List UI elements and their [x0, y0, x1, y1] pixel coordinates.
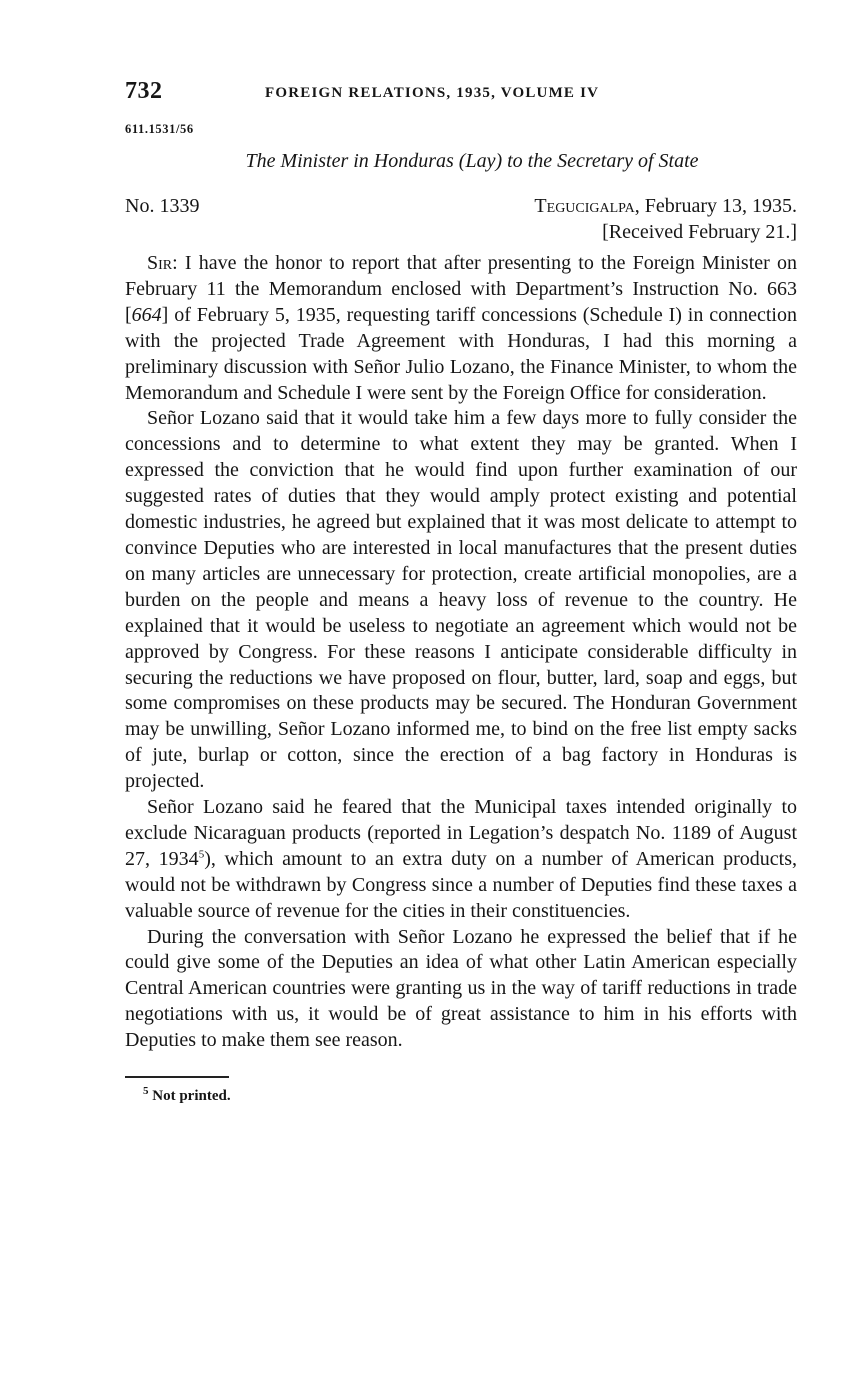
- dateline-row: [125, 195, 797, 221]
- document-heading: The Minister in Honduras (Lay) to the Secretary of State: [245, 150, 699, 172]
- file-number: 611.1531/56: [125, 122, 194, 136]
- document-page: [125, 78, 797, 1105]
- running-title: FOREIGN RELATIONS, 1935, VOLUME IV: [265, 85, 600, 101]
- dateline-date: February 13, 1935.: [639, 195, 797, 217]
- despatch-number: No. 1339: [125, 195, 200, 217]
- received-date: [Received February 21.]: [602, 221, 797, 243]
- footnote-number: 5: [143, 1084, 149, 1097]
- page-number: 732: [125, 78, 163, 104]
- paragraph-2: Señor Lozano said that it would take him a few days more to fully consider the concessions and to determine to what extent they may be granted. When I expressed the conviction that he would find upon further examination of our suggested rates of duties that they would amply protect existing and potential domestic industries, he agreed but explained that it was most delicate to attempt to convince Deputies who are interested in local manufactures that the present duties on many articles are unnecessary for protection, create artificial monopolies, are a burden on the people and means a heavy loss of revenue to the country. He explained that it would be useless to negotiate an agreement which would not be approved by Congress. For these reasons I anticipate considerable difficulty in securing the reductions we have proposed on flour, butter, lard, soap and eggs, but some compromises on these products may be secured. The Honduran Government may be unwilling, Señor Lozano informed me, to bind on the free list empty sacks of jute, burlap or cotton, since the erection of a bag factory in Honduras is projected.: [125, 407, 797, 793]
- salutation: Sir:: [147, 252, 178, 274]
- footnote-text: Not printed.: [148, 1087, 231, 1104]
- instruction-reference: 664: [131, 303, 162, 326]
- footnote: [143, 1084, 797, 1105]
- dateline-place: Tegucigalpa,: [534, 195, 640, 217]
- paragraph-1: [125, 251, 797, 406]
- paragraph-3-text-b: ), which amount to an extra duty on a number of American products, would not be withdrawn by Congress since a number of Deputies find these taxes a valuable source of revenue for the cities in their constituencies.: [125, 847, 798, 922]
- paragraph-3: [125, 795, 797, 925]
- dateline: [534, 195, 797, 218]
- paragraph-4: During the conversation with Señor Lozano he expressed the belief that if he could give some of the Deputies an idea of what other Latin American especially Central American countries were granting us in the way of tariff reductions in trade negotiations with us, it would be of great assistance to him in his efforts with Deputies to make them see reason.: [125, 925, 797, 1052]
- paragraph-1-text-a: I have the honor to report that after presenting to the Foreign Minister on February 11 the Memorandum enclosed with Department’s Instruction No. 663 [: [125, 252, 797, 326]
- letter-body: [125, 251, 797, 1054]
- running-head: [125, 78, 797, 112]
- paragraph-1-text-b: ] of February 5, 1935, requesting tariff concessions (Schedule I) in connection with the projected Trade Agreement with Honduras, I had this morning a preliminary discussion with Señor Julio Lozano, the Finance Minister, to whom the Memorandum and Schedule I were sent by the Foreign Office for consideration.: [125, 303, 797, 404]
- footnote-divider: [125, 1076, 229, 1078]
- paragraph-3-text-a: Señor Lozano said he feared that the Municipal taxes intended originally to exclude Nicaraguan products (reported in Legation’s despatch No. 1189 of August 27, 1934: [125, 796, 797, 870]
- footnote-marker: 5: [198, 848, 205, 861]
